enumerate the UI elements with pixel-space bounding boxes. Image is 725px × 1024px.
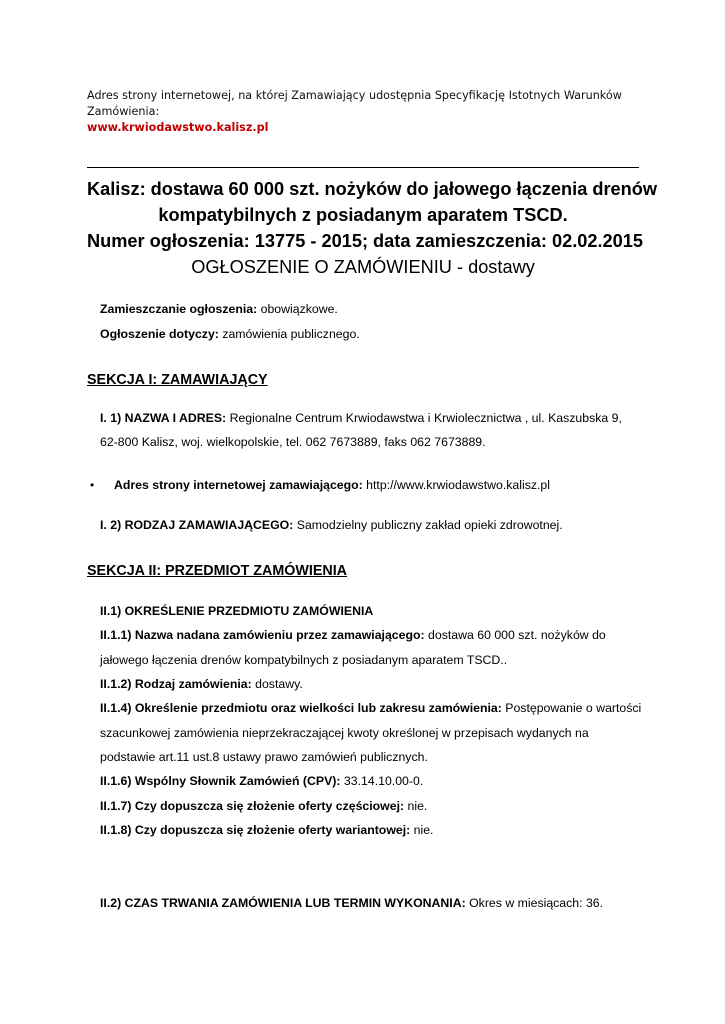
site-url-link[interactable]: www.krwiodawstwo.kalisz.pl bbox=[87, 121, 269, 134]
section2-heading: SEKCJA II: PRZEDMIOT ZAMÓWIENIA bbox=[87, 563, 347, 579]
title-line2: kompatybilnych z posiadanym aparatem TSCD. bbox=[158, 205, 568, 225]
website-value[interactable]: http://www.krwiodawstwo.kalisz.pl bbox=[362, 478, 550, 492]
partial-offer-label: II.1.7) Czy dopuszcza się złożenie oferty częściowej: bbox=[100, 799, 405, 813]
scope-value: Postępowanie o wartości bbox=[501, 701, 642, 715]
duration-line bbox=[100, 895, 603, 911]
order-name-line bbox=[100, 627, 606, 643]
name-address-line2: 62-800 Kalisz, woj. wielkopolskie, tel. 062 7673889, faks 062 7673889. bbox=[100, 435, 486, 449]
concerns-value: zamówienia publicznego. bbox=[218, 327, 360, 341]
horizontal-rule bbox=[87, 167, 639, 168]
order-name-line2: jałowego łączenia drenów kompatybilnych z posiadanym aparatem TSCD.. bbox=[100, 653, 508, 667]
bullet-icon: • bbox=[90, 478, 95, 492]
site-note bbox=[87, 88, 627, 136]
variant-offer-label: II.1.8) Czy dopuszcza się złożenie oferty wariantowej: bbox=[100, 823, 411, 837]
placement-label: Zamieszczanie ogłoszenia: bbox=[100, 302, 258, 316]
site-note-line2: Zamówienia: bbox=[87, 105, 160, 118]
subject-subheading bbox=[100, 603, 373, 619]
scope-line2: szacunkowej zamówienia nieprzekraczającej kwoty określonej w przepisach wydanych na bbox=[100, 726, 589, 740]
cpv-label: II.1.6) Wspólny Słownik Zamówień (CPV): bbox=[100, 774, 341, 788]
website-line bbox=[114, 477, 550, 493]
scope-label: II.1.4) Określenie przedmiotu oraz wielkości lub zakresu zamówienia: bbox=[100, 701, 502, 715]
placement-line bbox=[100, 301, 338, 317]
scope-line3: podstawie art.11 ust.8 ustawy prawo zamówień publicznych. bbox=[100, 750, 428, 764]
concerns-line bbox=[100, 326, 360, 342]
variant-offer-line bbox=[100, 822, 433, 838]
name-address-label: I. 1) NAZWA I ADRES: bbox=[100, 411, 227, 425]
website-label: Adres strony internetowej zamawiającego: bbox=[114, 478, 363, 492]
subject-subheading-text: II.1) OKREŚLENIE PRZEDMIOTU ZAMÓWIENIA bbox=[100, 604, 374, 618]
type-value: Samodzielny publiczny zakład opieki zdrowotnej. bbox=[293, 518, 563, 532]
variant-offer-value: nie. bbox=[410, 823, 434, 837]
placement-value: obowiązkowe. bbox=[257, 302, 338, 316]
section1-heading: SEKCJA I: ZAMAWIAJĄCY bbox=[87, 372, 268, 388]
title-line1: Kalisz: dostawa 60 000 szt. nożyków do jałowego łączenia drenów bbox=[87, 179, 658, 199]
order-name-label: II.1.1) Nazwa nadana zamówieniu przez zamawiającego: bbox=[100, 628, 425, 642]
name-address-value: Regionalne Centrum Krwiodawstwa i Krwiolecznictwa , ul. Kaszubska 9, bbox=[226, 411, 622, 425]
title-line3: Numer ogłoszenia: 13775 - 2015; data zamieszczenia: 02.02.2015 bbox=[87, 231, 644, 251]
name-address-line bbox=[100, 410, 622, 426]
partial-offer-value: nie. bbox=[404, 799, 428, 813]
concerns-label: Ogłoszenie dotyczy: bbox=[100, 327, 219, 341]
order-kind-label: II.1.2) Rodzaj zamówienia: bbox=[100, 677, 252, 691]
title-line4: OGŁOSZENIE O ZAMÓWIENIU - dostawy bbox=[191, 257, 535, 277]
cpv-line bbox=[100, 773, 423, 789]
scope-line bbox=[100, 700, 641, 716]
type-label: I. 2) RODZAJ ZAMAWIAJĄCEGO: bbox=[100, 518, 294, 532]
partial-offer-line bbox=[100, 798, 427, 814]
order-name-value: dostawa 60 000 szt. nożyków do bbox=[424, 628, 606, 642]
site-note-line1: Adres strony internetowej, na której Zamawiający udostępnia Specyfikację Istotnych Warunków bbox=[87, 89, 622, 102]
cpv-value: 33.14.10.00-0. bbox=[340, 774, 424, 788]
type-line bbox=[100, 517, 563, 533]
duration-label: II.2) CZAS TRWANIA ZAMÓWIENIA LUB TERMIN WYKONANIA: bbox=[100, 896, 466, 910]
duration-value: Okres w miesiącach: 36. bbox=[465, 896, 604, 910]
title-block bbox=[87, 176, 658, 280]
order-kind-value: dostawy. bbox=[251, 677, 303, 691]
order-kind-line bbox=[100, 676, 303, 692]
